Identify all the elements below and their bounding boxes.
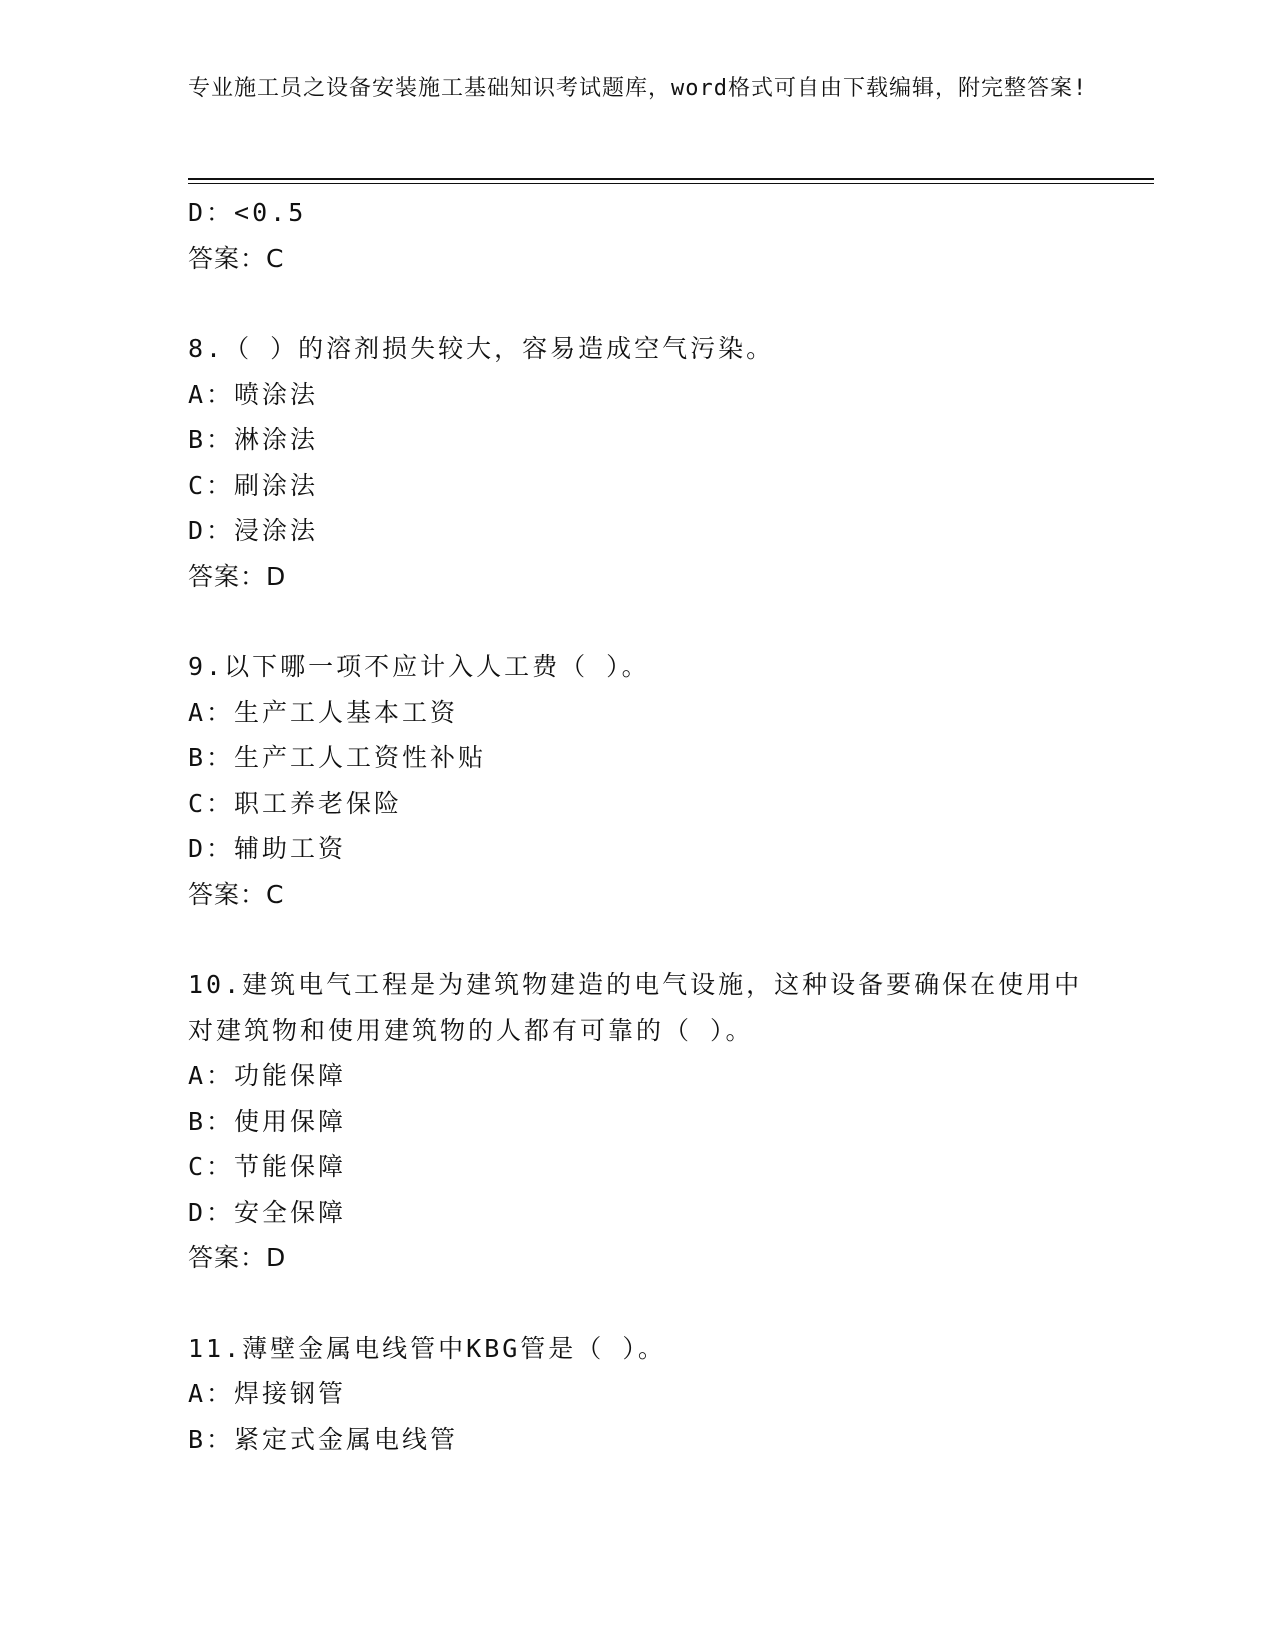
question-stem: 11.薄壁金属电线管中KBG管是（ ）。 bbox=[188, 1333, 666, 1363]
question-11 bbox=[188, 1326, 1088, 1463]
question-8 bbox=[188, 326, 1088, 599]
option-d: D：安全保障 bbox=[188, 1197, 347, 1227]
question-answer: 答案：D bbox=[188, 1243, 287, 1272]
header-rule-thin bbox=[188, 183, 1154, 184]
fragment-answer: 答案：C bbox=[188, 243, 285, 273]
option-d: D：浸涂法 bbox=[188, 516, 319, 545]
option-a: A：焊接钢管 bbox=[188, 1379, 347, 1408]
question-stem: 8.（ ）的溶剂损失较大，容易造成空气污染。 bbox=[188, 334, 775, 363]
document-header: 专业施工员之设备安装施工基础知识考试题库，word格式可自由下载编辑，附完整答案! bbox=[188, 76, 1088, 101]
spacer bbox=[188, 917, 1088, 962]
header-rule-thick bbox=[188, 178, 1154, 180]
question-10 bbox=[188, 962, 1088, 1281]
option-a: A：生产工人基本工资 bbox=[188, 697, 459, 727]
question-stem: 9.以下哪一项不应计入人工费（ ）。 bbox=[188, 652, 650, 681]
option-b: B：使用保障 bbox=[188, 1106, 347, 1136]
question-stem: 10.建筑电气工程是为建筑物建造的电气设施，这种设备要确保在使用中对建筑物和使用建筑物的人都有可靠的（ ）。 bbox=[188, 970, 1083, 1045]
option-d: D：辅助工资 bbox=[188, 834, 347, 863]
spacer bbox=[188, 281, 1088, 326]
spacer bbox=[188, 599, 1088, 644]
option-a: A：功能保障 bbox=[188, 1061, 347, 1090]
question-answer: 答案：D bbox=[188, 561, 287, 591]
option-a: A：喷涂法 bbox=[188, 379, 319, 409]
question-9 bbox=[188, 644, 1088, 917]
question-answer: 答案：C bbox=[188, 879, 285, 909]
spacer bbox=[188, 1281, 1088, 1326]
fragment-option: D：<0.5 bbox=[188, 198, 307, 227]
option-c: C：职工养老保险 bbox=[188, 788, 403, 818]
option-c: C：节能保障 bbox=[188, 1152, 347, 1181]
question-content bbox=[188, 190, 1088, 1462]
option-c: C：刷涂法 bbox=[188, 470, 319, 500]
option-b: B：紧定式金属电线管 bbox=[188, 1424, 459, 1454]
option-b: B：生产工人工资性补贴 bbox=[188, 743, 487, 772]
option-b: B：淋涂法 bbox=[188, 425, 319, 454]
